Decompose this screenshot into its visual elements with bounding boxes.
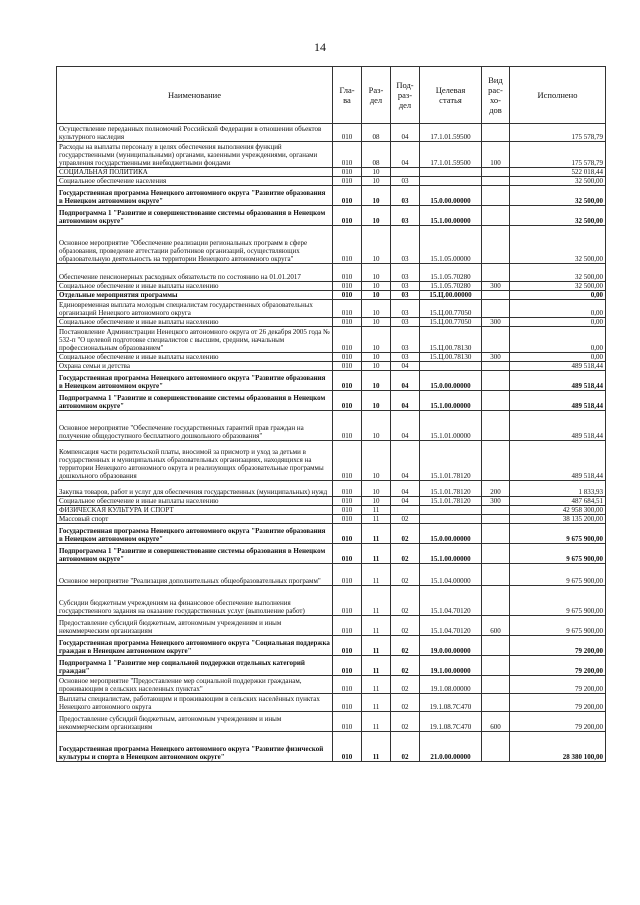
table-row [57,481,606,497]
row-podrazdel: 02 [391,586,420,616]
table-row [57,371,606,391]
row-name: Социальное обеспечение и иные выплаты населению [57,282,333,291]
row-glava: 010 [333,318,362,327]
table-row [57,318,606,327]
row-glava: 010 [333,124,362,142]
table-row [57,616,606,636]
row-glava: 010 [333,391,362,411]
row-glava: 010 [333,362,362,371]
row-vid [482,327,510,353]
row-name: Компенсация части родительской платы, вносимой за присмотр и уход за детьми в государственных и муниципальных образовательных организациях, находящихся на территории Ненецкого автономного округа и реализующих образовательные программы дошкольного образования [57,441,333,481]
row-target: 15.0.00.00000 [420,371,482,391]
row-glava: 010 [333,300,362,318]
row-razdel: 11 [362,656,391,676]
row-glava: 010 [333,616,362,636]
row-executed: 489 518,44 [510,391,606,411]
row-glava: 010 [333,186,362,206]
table-row [57,177,606,186]
row-razdel: 10 [362,177,391,186]
row-glava: 010 [333,282,362,291]
row-target: 19.0.00.00000 [420,636,482,656]
row-razdel: 10 [362,497,391,506]
row-executed: 489 518,44 [510,441,606,481]
row-razdel: 10 [362,441,391,481]
row-name: Подпрограмма 1 "Развитие мер социальной поддержки отдельных категорий граждан" [57,656,333,676]
row-target [420,362,482,371]
row-podrazdel: 02 [391,712,420,732]
row-vid [482,264,510,282]
table-row [57,264,606,282]
row-razdel: 11 [362,712,391,732]
row-razdel: 08 [362,124,391,142]
row-executed: 79 200,00 [510,656,606,676]
row-vid [482,411,510,441]
row-podrazdel: 04 [391,497,420,506]
row-vid [482,656,510,676]
row-glava: 010 [333,142,362,168]
row-vid [482,586,510,616]
row-podrazdel: 03 [391,327,420,353]
row-podrazdel: 03 [391,264,420,282]
table-row [57,206,606,226]
table-row [57,564,606,586]
row-target: 15.1.04.70120 [420,586,482,616]
row-target: 21.0.00.00000 [420,732,482,762]
row-executed: 489 518,44 [510,362,606,371]
row-executed: 9 675 900,00 [510,586,606,616]
row-executed: 79 200,00 [510,636,606,656]
row-podrazdel: 02 [391,676,420,694]
row-podrazdel: 04 [391,371,420,391]
row-name: Субсидии бюджетным учреждениям на финансовое обеспечение выполнения государственного задания на оказание государственных услуг (выполнение работ) [57,586,333,616]
row-name: Единовременная выплата молодым специалистам государственных образовательных организаций Ненецкого автономного округа [57,300,333,318]
row-executed: 175 578,79 [510,142,606,168]
row-razdel: 11 [362,524,391,544]
row-razdel: 10 [362,206,391,226]
table-row [57,362,606,371]
row-vid: 100 [482,142,510,168]
row-target: 15.1.01.00000 [420,411,482,441]
row-podrazdel: 04 [391,142,420,168]
row-glava: 010 [333,291,362,300]
row-glava: 010 [333,226,362,264]
row-name: Расходы на выплаты персоналу в целях обеспечения выполнения функций государственными (муниципальными) органами, казенными учреждениями, органами управления государственными внебюджетными фондами [57,142,333,168]
row-vid: 300 [482,353,510,362]
row-vid [482,544,510,564]
table-row [57,124,606,142]
table-row [57,168,606,177]
table-row [57,300,606,318]
row-target: 17.1.01.59500 [420,142,482,168]
row-glava: 010 [333,656,362,676]
row-target [420,515,482,524]
row-podrazdel: 02 [391,636,420,656]
row-podrazdel: 04 [391,391,420,411]
row-podrazdel: 03 [391,282,420,291]
row-target: 15.1.05.70280 [420,282,482,291]
row-executed: 32 500,00 [510,186,606,206]
row-razdel: 11 [362,694,391,712]
row-razdel: 11 [362,564,391,586]
row-target: 19.1.08.00000 [420,676,482,694]
row-executed: 32 500,00 [510,264,606,282]
table-row [57,544,606,564]
row-vid: 600 [482,712,510,732]
row-name: Массовый спорт [57,515,333,524]
col-podrazdel: Под- раз- дел [391,67,420,124]
row-executed: 32 500,00 [510,206,606,226]
row-razdel: 10 [362,371,391,391]
row-vid [482,441,510,481]
row-podrazdel: 04 [391,362,420,371]
row-podrazdel: 04 [391,411,420,441]
col-executed: Исполнено [510,67,606,124]
row-glava: 010 [333,636,362,656]
row-name: Подпрограмма 1 "Развитие и совершенствование системы образования в Ненецком автономном округе" [57,544,333,564]
row-name: Социальное обеспечение и иные выплаты населению [57,318,333,327]
row-executed: 9 675 900,00 [510,544,606,564]
table-row [57,506,606,515]
row-glava: 010 [333,497,362,506]
row-target [420,506,482,515]
row-razdel: 11 [362,544,391,564]
row-razdel: 10 [362,186,391,206]
row-executed: 487 684,51 [510,497,606,506]
row-vid [482,300,510,318]
row-vid [482,226,510,264]
row-executed: 79 200,00 [510,676,606,694]
table-row [57,586,606,616]
row-name: Основное мероприятие "Обеспечение реализации региональных программ в сфере образования, проведение аттестации работников организаций, осуществляющих образовательную деятельность на территории Ненецкого автономного округа" [57,226,333,264]
row-executed: 0,00 [510,291,606,300]
row-vid [482,371,510,391]
row-executed: 0,00 [510,300,606,318]
row-podrazdel: 03 [391,186,420,206]
row-glava: 010 [333,481,362,497]
col-vid: Вид рас- хо- дов [482,67,510,124]
row-target: 15.Ц.00.77050 [420,318,482,327]
table-row [57,391,606,411]
row-executed: 9 675 900,00 [510,524,606,544]
row-name: Социальное обеспечение населения [57,177,333,186]
row-glava: 010 [333,712,362,732]
row-glava: 010 [333,544,362,564]
row-name: Государственная программа Ненецкого автономного округа "Развитие образования в Ненецком автономном округе" [57,371,333,391]
row-glava: 010 [333,732,362,762]
row-target: 15.Ц.00.78130 [420,327,482,353]
row-name: Государственная программа Ненецкого автономного округа "Развитие физической культуры и спорта в Ненецком автономном округе" [57,732,333,762]
row-name: Предоставление субсидий бюджетным, автономным учреждениям и иным некоммерческим организациям [57,712,333,732]
row-vid [482,186,510,206]
row-razdel: 11 [362,676,391,694]
table-row [57,282,606,291]
row-razdel: 10 [362,300,391,318]
row-executed: 79 200,00 [510,712,606,732]
row-podrazdel: 04 [391,481,420,497]
row-executed: 175 578,79 [510,124,606,142]
row-glava: 010 [333,168,362,177]
row-glava: 010 [333,586,362,616]
row-razdel: 10 [362,282,391,291]
row-target: 17.1.01.59500 [420,124,482,142]
row-glava: 010 [333,264,362,282]
row-razdel: 10 [362,353,391,362]
row-glava: 010 [333,206,362,226]
row-podrazdel: 02 [391,694,420,712]
row-name: Государственная программа Ненецкого автономного округа "Социальная поддержка граждан в Ненецком автономном округе" [57,636,333,656]
table-row [57,694,606,712]
row-name: Подпрограмма 1 "Развитие и совершенствование системы образования в Ненецком автономном округе" [57,206,333,226]
row-executed: 9 675 900,00 [510,616,606,636]
col-razdel: Раз- дел [362,67,391,124]
row-vid: 600 [482,616,510,636]
row-target: 19.1.00.00000 [420,656,482,676]
row-target: 15.1.01.78120 [420,481,482,497]
table-row [57,497,606,506]
row-target: 15.0.00.00000 [420,186,482,206]
row-target: 15.1.00.00000 [420,391,482,411]
row-name: Обеспечение пенсионерных расходных обязательств по состоянию на 01.01.2017 [57,264,333,282]
table-row [57,515,606,524]
row-name: Предоставление субсидий бюджетным, автономным учреждениям и иным некоммерческим организациям [57,616,333,636]
row-vid [482,391,510,411]
row-name: ФИЗИЧЕСКАЯ КУЛЬТУРА И СПОРТ [57,506,333,515]
row-executed: 522 018,44 [510,168,606,177]
row-glava: 010 [333,524,362,544]
row-glava: 010 [333,676,362,694]
row-podrazdel: 02 [391,544,420,564]
row-name: Социальное обеспечение и иные выплаты населению [57,497,333,506]
table-row [57,656,606,676]
row-podrazdel: 02 [391,515,420,524]
row-razdel: 10 [362,391,391,411]
row-executed: 32 500,00 [510,282,606,291]
col-target: Целевая статья [420,67,482,124]
row-target: 15.1.04.00000 [420,564,482,586]
row-razdel: 10 [362,168,391,177]
row-vid: 300 [482,282,510,291]
row-glava: 010 [333,506,362,515]
row-vid [482,694,510,712]
row-vid [482,168,510,177]
row-target: 15.1.00.00000 [420,544,482,564]
row-podrazdel: 03 [391,291,420,300]
row-razdel: 10 [362,264,391,282]
row-podrazdel [391,506,420,515]
row-vid: 200 [482,481,510,497]
budget-table [56,66,606,762]
col-glava: Гла- ва [333,67,362,124]
row-name: Охрана семьи и детства [57,362,333,371]
row-vid: 300 [482,318,510,327]
page-number: 14 [314,40,326,54]
row-glava: 010 [333,327,362,353]
row-glava: 010 [333,564,362,586]
row-glava: 010 [333,371,362,391]
row-razdel: 10 [362,226,391,264]
row-razdel: 11 [362,586,391,616]
row-target: 19.1.08.7С470 [420,694,482,712]
row-target [420,168,482,177]
header-row [57,67,606,124]
row-podrazdel: 03 [391,206,420,226]
row-target: 15.1.01.78120 [420,441,482,481]
row-executed: 32 500,00 [510,226,606,264]
row-glava: 010 [333,441,362,481]
row-podrazdel: 04 [391,124,420,142]
row-podrazdel: 03 [391,226,420,264]
row-glava: 010 [333,515,362,524]
row-name: Социальное обеспечение и иные выплаты населению [57,353,333,362]
row-podrazdel: 03 [391,353,420,362]
row-name: Осуществление переданных полномочий Российской Федерации в отношении объектов культурного наследия [57,124,333,142]
row-podrazdel [391,168,420,177]
row-vid [482,564,510,586]
table-row [57,524,606,544]
row-target: 15.1.05.70280 [420,264,482,282]
table-row [57,142,606,168]
row-executed: 9 675 900,00 [510,564,606,586]
table-row [57,186,606,206]
table-row [57,676,606,694]
row-vid [482,524,510,544]
row-glava: 010 [333,177,362,186]
row-razdel: 10 [362,327,391,353]
row-executed: 489 518,44 [510,411,606,441]
row-name: Основное мероприятие "Реализация дополнительных общеобразовательных программ" [57,564,333,586]
row-vid [482,676,510,694]
row-target: 15.1.05.00000 [420,226,482,264]
row-vid [482,362,510,371]
row-target: 15.Ц.00.78130 [420,353,482,362]
row-target [420,177,482,186]
row-glava: 010 [333,694,362,712]
row-glava: 010 [333,411,362,441]
row-razdel: 10 [362,411,391,441]
row-vid: 300 [482,497,510,506]
row-razdel: 10 [362,481,391,497]
row-vid [482,506,510,515]
col-name: Наименование [57,67,333,124]
row-razdel: 11 [362,636,391,656]
row-vid [482,732,510,762]
row-executed: 32 500,00 [510,177,606,186]
row-name: Постановление Администрации Ненецкого автономного округа от 26 декабря 2005 года № 532-п "О целевой подготовке специалистов с высшим, средним, начальным профессиональным образованием" [57,327,333,353]
row-podrazdel: 04 [391,441,420,481]
table-row [57,411,606,441]
row-executed: 0,00 [510,327,606,353]
row-vid [482,206,510,226]
table-row [57,353,606,362]
row-razdel: 11 [362,732,391,762]
row-podrazdel: 02 [391,616,420,636]
row-vid [482,124,510,142]
row-name: Отдельные мероприятия программы [57,291,333,300]
row-executed: 42 958 300,00 [510,506,606,515]
row-executed: 0,00 [510,318,606,327]
row-target: 15.1.01.78120 [420,497,482,506]
row-name: Государственная программа Ненецкого автономного округа "Развитие образования в Ненецком автономном округе" [57,524,333,544]
row-name: Выплаты специалистам, работающим и проживающим в сельских населённых пунктах Ненецкого автономного округа [57,694,333,712]
row-razdel: 08 [362,142,391,168]
row-glava: 010 [333,353,362,362]
row-target: 15.Ц.00.77050 [420,300,482,318]
row-name: СОЦИАЛЬНАЯ ПОЛИТИКА [57,168,333,177]
row-name: Основное мероприятие "Предоставление мер социальной поддержки гражданам, проживающим в сельских населенных пунктах" [57,676,333,694]
table-row [57,636,606,656]
table-row [57,327,606,353]
row-target: 15.0.00.00000 [420,524,482,544]
row-executed: 489 518,44 [510,371,606,391]
row-name: Основное мероприятие "Обеспечение государственных гарантий прав граждан на получение общедоступного бесплатного дошкольного образования" [57,411,333,441]
row-podrazdel: 03 [391,177,420,186]
table-row [57,291,606,300]
row-vid [482,177,510,186]
row-executed: 38 135 200,00 [510,515,606,524]
row-executed: 28 380 100,00 [510,732,606,762]
row-razdel: 10 [362,291,391,300]
row-podrazdel: 02 [391,564,420,586]
table-row [57,732,606,762]
row-podrazdel: 03 [391,318,420,327]
row-razdel: 11 [362,515,391,524]
table-row [57,226,606,264]
row-target: 15.1.00.00000 [420,206,482,226]
table-row [57,441,606,481]
row-executed: 0,00 [510,353,606,362]
row-executed: 79 200,00 [510,694,606,712]
row-vid [482,291,510,300]
row-target: 15.1.04.70120 [420,616,482,636]
row-name: Государственная программа Ненецкого автономного округа "Развитие образования в Ненецком автономном округе" [57,186,333,206]
row-name: Закупка товаров, работ и услуг для обеспечения государственных (муниципальных) нужд [57,481,333,497]
row-name: Подпрограмма 1 "Развитие и совершенствование системы образования в Ненецком автономном округе" [57,391,333,411]
row-target: 15.Ц.00.00000 [420,291,482,300]
row-target: 19.1.08.7С470 [420,712,482,732]
row-podrazdel: 03 [391,300,420,318]
row-podrazdel: 02 [391,656,420,676]
row-executed: 1 833,93 [510,481,606,497]
row-vid [482,515,510,524]
row-vid [482,636,510,656]
row-razdel: 10 [362,362,391,371]
row-razdel: 11 [362,616,391,636]
row-podrazdel: 02 [391,732,420,762]
row-podrazdel: 02 [391,524,420,544]
table-row [57,712,606,732]
row-razdel: 11 [362,506,391,515]
row-razdel: 10 [362,318,391,327]
